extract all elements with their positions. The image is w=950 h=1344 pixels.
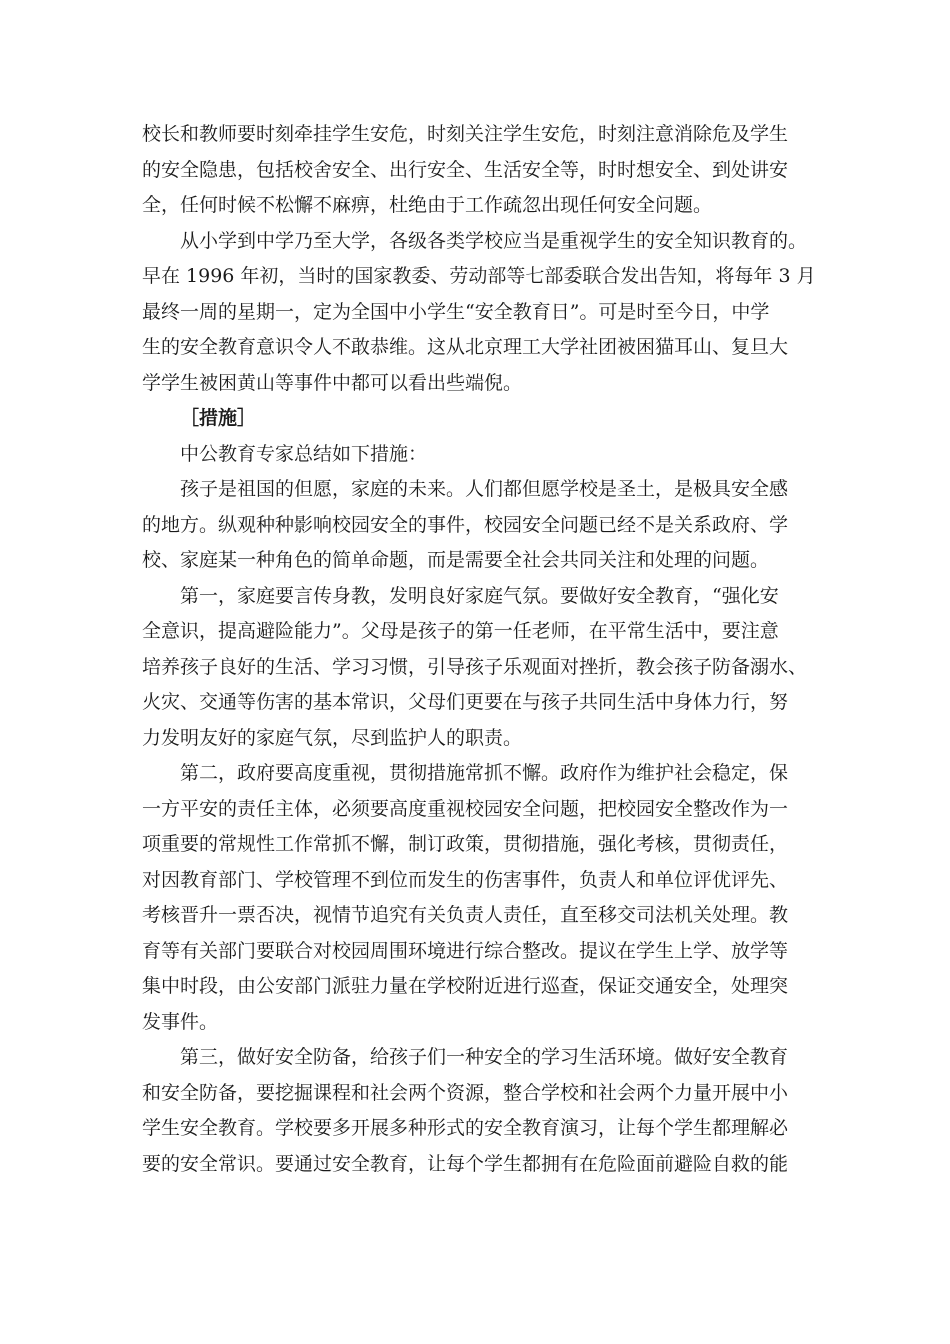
text-line: 的地方。纵观种种影响校园安全的事件，校园安全问题已经不是关系政府、学 — [142, 513, 789, 536]
text-line: 中公教育专家总结如下措施： — [180, 442, 428, 465]
text-line: 要的安全常识。要通过安全教育，让每个学生都拥有在危险面前避险自救的能 — [142, 1152, 789, 1175]
text-line: 火灾、交通等伤害的基本常识，父母们更要在与孩子共同生活中身体力行，努 — [142, 691, 789, 713]
text-line: 生的安全教育意识令人不敢恭维。这从北京理工大学社团被困猫耳山、复旦大 — [142, 336, 789, 358]
text-line: 第二，政府要高度重视，贯彻措施常抓不懈。政府作为维护社会稳定，保 — [180, 762, 789, 784]
text-line: 对因教育部门、学校管理不到位而发生的伤害事件，负责人和单位评优评先、 — [142, 868, 789, 891]
text-line: 全，任何时候不松懈不麻痹，杜绝由于工作疏忽出现任何安全问题。 — [142, 194, 713, 216]
text-line: 一方平安的责任主体，必须要高度重视校园安全问题，把校园安全整改作为一 — [142, 797, 789, 820]
text-line: 培养孩子良好的生活、学习习惯，引导孩子乐观面对挫折，教会孩子防备溺水、 — [142, 655, 808, 678]
text-line: 第一，家庭要言传身教，发明良好家庭气氛。要做好安全教育，“强化安 — [180, 584, 779, 607]
text-line: 发事件。 — [142, 1010, 219, 1033]
text-line: 校、家庭某一种角色的简单命题，而是需要全社会共同关注和处理的问题。 — [142, 549, 770, 571]
text-line: 全意识，提高避险能力”。父母是孩子的第一任老师，在平常生活中，要注意 — [142, 620, 779, 642]
text-line: 孩子是祖国的但愿，家庭的未来。人们都但愿学校是圣土，是极具安全感 — [180, 478, 789, 500]
text-line: 从小学到中学乃至大学，各级各类学校应当是重视学生的安全知识教育的。 — [180, 229, 808, 252]
text-line: 项重要的常规性工作常抓不懈，制订政策，贯彻措施，强化考核，贯彻责任， — [142, 833, 789, 855]
text-line: 和安全防备，要挖掘课程和社会两个资源，整合学校和社会两个力量开展中小 — [142, 1081, 789, 1104]
text-line: 的安全隐患，包括校舍安全、出行安全、生活安全等，时时想安全、到处讲安 — [142, 158, 789, 181]
text-line: 育等有关部门要联合对校园周围环境进行综合整改。提议在学生上学、放学等 — [142, 939, 789, 962]
text-line: 早在 1996 年初，当时的国家教委、劳动部等七部委联合发出告知，将每年 3 月 — [142, 265, 816, 287]
text-line: 考核晋升一票否决，视情节追究有关负责人责任，直至移交司法机关处理。教 — [142, 904, 789, 926]
document-body — [142, 117, 814, 1182]
text-line: 学生安全教育。学校要多开展多种形式的安全教育演习，让每个学生都理解必 — [142, 1117, 789, 1139]
text-line: 最终一周的星期一，定为全国中小学生“安全教育日”。可是时至今日，中学 — [142, 300, 770, 323]
text-line: 集中时段，由公安部门派驻力量在学校附近进行巡查，保证交通安全，处理突 — [142, 975, 789, 997]
text-line: 第三，做好安全防备，给孩子们一种安全的学习生活环境。做好安全教育 — [180, 1046, 789, 1068]
text-line: 校长和教师要时刻牵挂学生安危，时刻关注学生安危，时刻注意消除危及学生 — [142, 123, 789, 145]
text-line: 学学生被困黄山等事件中都可以看出些端倪。 — [142, 371, 523, 394]
section-heading: ［措施］ — [180, 407, 257, 429]
text-line: 力发明友好的家庭气氛，尽到监护人的职责。 — [142, 726, 523, 749]
